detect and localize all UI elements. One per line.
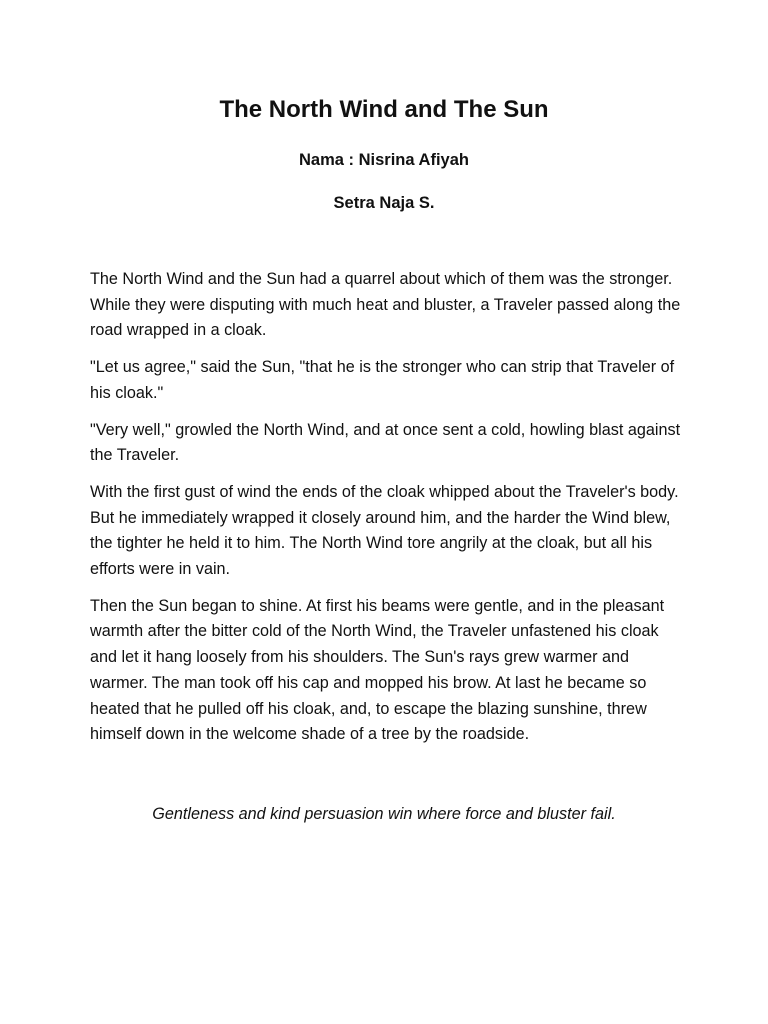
document-title: The North Wind and The Sun [219,96,549,123]
paragraph-5: Then the Sun began to shine. At first his beams were gentle, and in the pleasant warmth after the bitter cold of the North Wind, the Traveler unfastened his cloak and let it hang loosely from his shoulders. The Sun's rays grew warmer and warmer. The man took off his cap and mopped his brow. At last he became so heated that he pulled off his cloak, and, to escape the blazing sunshine, threw himself down in the welcome shade of a tree by the roadside. [90,596,665,744]
story-moral: Gentleness and kind persuasion win where force and bluster fail. [152,805,616,823]
paragraph-1: The North Wind and the Sun had a quarrel about which of them was the stronger. While they were disputing with much heat and bluster, a Traveler passed along the road wrapped in a cloak. [90,270,681,340]
paragraph-3: "Very well," growled the North Wind, and at once sent a cold, howling blast against the Traveler. [90,420,681,465]
paragraph-4: With the first gust of wind the ends of the cloak whipped about the Traveler's body. But he immediately wrapped it closely around him, and the harder the Wind blew, the tighter he held it to him. The North Wind tore angrily at the cloak, but all his efforts were in vain. [90,482,679,579]
author-line-2: Setra Naja S. [333,194,435,212]
paragraph-2: "Let us agree," said the Sun, "that he is the stronger who can strip that Traveler of his cloak." [90,358,675,402]
story-body [90,267,690,759]
author-line-1: Nama : Nisrina Afiyah [299,151,469,169]
